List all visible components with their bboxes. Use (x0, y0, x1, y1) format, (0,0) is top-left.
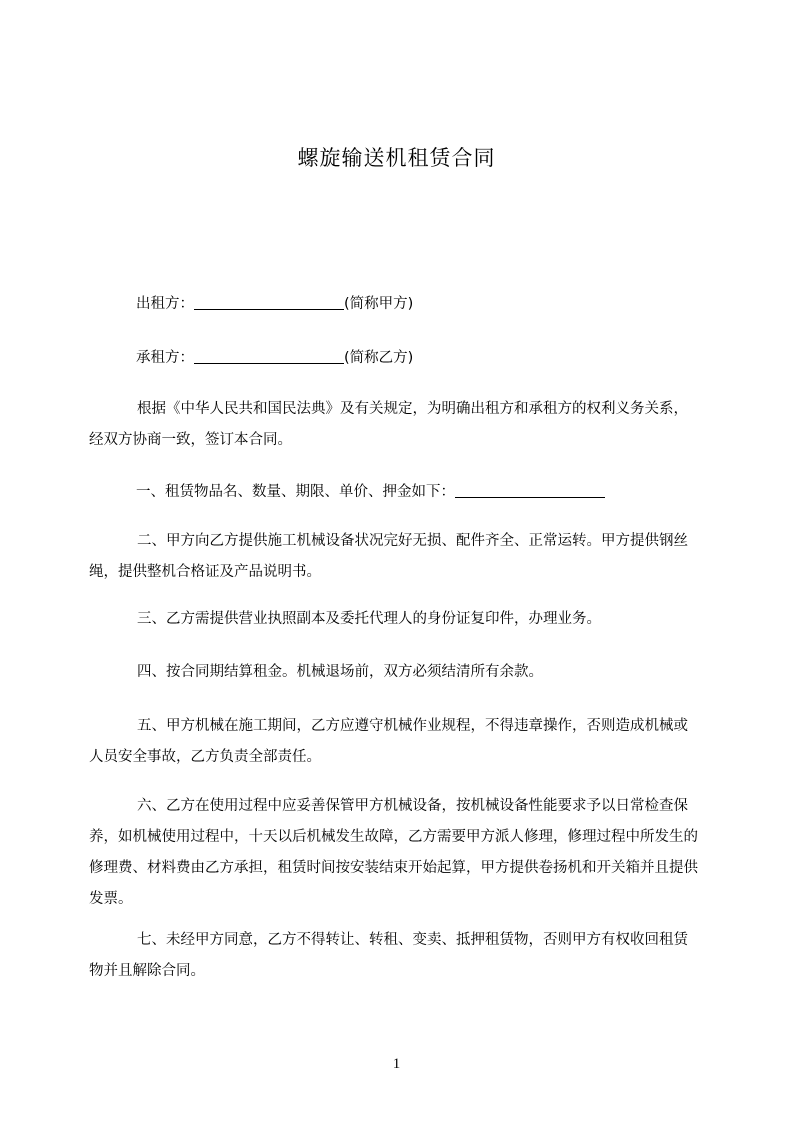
lessor-line (136, 292, 413, 313)
lessee-blank (194, 349, 344, 364)
clause-1-blank (455, 483, 605, 498)
lessee-label: 承租方： (136, 350, 194, 366)
clause-6: 六、乙方在使用过程中应妥善保管甲方机械设备，按机械设备性能要求予以日常检查保养，如机械使用过程中，十天以后机械发生故障，乙方需要甲方派人修理，修理过程中所发生的修理费、材料费由乙方承担，租赁时间按安装结束开始起算，甲方提供卷扬机和开关箱并且提供发票。 (89, 798, 698, 907)
lessee-suffix: (简称乙方) (344, 350, 414, 366)
lessor-suffix: (简称甲方) (344, 296, 414, 312)
preamble: 根据《中华人民共和国民法典》及有关规定，为明确出租方和承租方的权利义务关系，经双方协商一致，签订本合同。 (89, 401, 688, 448)
page-number: 1 (392, 1056, 401, 1072)
lessor-label: 出租方： (136, 296, 194, 312)
clause-3: 三、乙方需提供营业执照副本及委托代理人的身份证复印件，办理业务。 (137, 611, 601, 627)
clause-5: 五、甲方机械在施工期间，乙方应遵守机械作业规程，不得违章操作，否则造成机械或人员安全事故，乙方负责全部责任。 (89, 718, 688, 765)
clause-7: 七、未经甲方同意，乙方不得转让、转租、变卖、抵押租赁物，否则甲方有权收回租赁物并且解除合同。 (89, 932, 688, 979)
lessor-blank (194, 295, 344, 310)
clause-1: 一、租赁物品名、数量、期限、单价、押金如下： (136, 480, 605, 501)
clause-2: 二、甲方向乙方提供施工机械设备状况完好无损、配件齐全、正常运转。甲方提供钢丝绳，提供整机合格证及产品说明书。 (89, 533, 688, 580)
lessee-line (136, 346, 413, 367)
document-title: 螺旋输送机租赁合同 (297, 146, 496, 170)
clause-4: 四、按合同期结算租金。机械退场前，双方必须结清所有余款。 (137, 664, 543, 680)
